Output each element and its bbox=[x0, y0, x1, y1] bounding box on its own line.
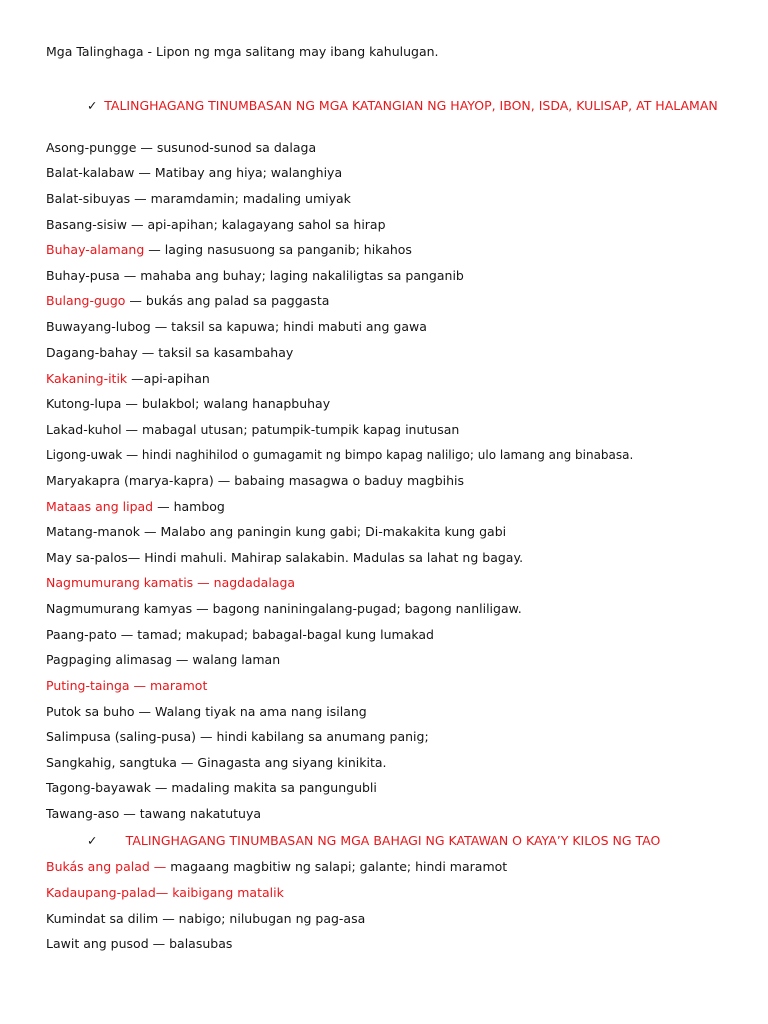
entry-meaning: Matibay ang hiya; walanghiya bbox=[154, 165, 343, 180]
list-item bbox=[46, 523, 506, 541]
entry-meaning: maramdamin; madaling umiyak bbox=[150, 191, 351, 206]
list-item bbox=[46, 703, 367, 721]
list-item bbox=[46, 600, 522, 618]
entry-separator: — bbox=[137, 345, 159, 360]
entry-term: Balat-sibuyas bbox=[46, 191, 131, 206]
entry-separator: — bbox=[119, 806, 140, 821]
entry-term: Nagmumurang kamatis bbox=[46, 575, 194, 590]
checkmark-icon: ✓ bbox=[87, 833, 98, 848]
list-item bbox=[46, 370, 210, 388]
entry-separator: — bbox=[148, 936, 170, 951]
entry-separator: — bbox=[134, 165, 155, 180]
entry-separator: — bbox=[127, 371, 144, 386]
entry-meaning: susunod-sunod sa dalaga bbox=[156, 140, 317, 155]
list-item bbox=[46, 651, 280, 669]
entry-separator: — bbox=[149, 859, 171, 874]
entry-separator: — bbox=[144, 242, 165, 257]
entry-meaning: nagdadalaga bbox=[213, 575, 296, 590]
entry-separator: — bbox=[119, 268, 141, 283]
entry-separator: — bbox=[171, 652, 193, 667]
entry-term-highlighted: Mataas ang lipad bbox=[46, 499, 154, 514]
entry-term: Balat-kalabaw bbox=[46, 165, 135, 180]
entry-separator: — bbox=[134, 704, 156, 719]
entry-meaning: kaibigang matalik bbox=[172, 885, 284, 900]
entry-term: Lawit ang pusod bbox=[46, 936, 149, 951]
entry-term-highlighted: Buhay-alamang bbox=[46, 242, 145, 257]
entry-term: Putok sa buho bbox=[46, 704, 135, 719]
list-item-highlighted bbox=[46, 677, 207, 695]
entry-meaning: Ginagasta ang siyang kinikita. bbox=[197, 755, 387, 770]
entry-term: Tawang-aso bbox=[46, 806, 120, 821]
entry-meaning: walang laman bbox=[192, 652, 281, 667]
entry-meaning: nabigo; nilubugan ng pag-asa bbox=[178, 911, 366, 926]
list-item bbox=[46, 395, 330, 413]
section-heading-body bbox=[88, 833, 698, 848]
entry-separator: — bbox=[192, 601, 213, 616]
list-item bbox=[46, 472, 464, 490]
entry-term: Nagmumurang kamyas bbox=[46, 601, 193, 616]
list-item bbox=[46, 318, 427, 336]
entry-meaning: Malabo ang paningin kung gabi; Di-makakita kung gabi bbox=[160, 524, 507, 539]
entry-meaning: api-apihan; kalagayang sahol sa hirap bbox=[147, 217, 386, 232]
list-item bbox=[46, 190, 351, 208]
list-item bbox=[46, 267, 464, 285]
entry-term: Lakad-kuhol bbox=[46, 422, 122, 437]
entry-separator: — bbox=[140, 524, 161, 539]
entry-separator: — bbox=[127, 550, 145, 565]
entry-meaning: taksil sa kasambahay bbox=[158, 345, 294, 360]
entry-term-highlighted: Kakaning-itik bbox=[46, 371, 128, 386]
entry-separator: — bbox=[153, 499, 174, 514]
list-item bbox=[46, 779, 377, 797]
entry-separator: — bbox=[176, 755, 198, 770]
section-title: TALINGHAGANG TINUMBASAN NG MGA BAHAGI NG KATAWAN O KAYA’Y KILOS NG TAO bbox=[125, 833, 661, 848]
list-item bbox=[46, 935, 232, 953]
entry-term: Pagpaging alimasag bbox=[46, 652, 172, 667]
entry-separator: — bbox=[125, 293, 146, 308]
entry-separator: — bbox=[129, 678, 150, 693]
entry-term-highlighted: Bukás ang palad bbox=[46, 859, 150, 874]
entry-term: Buhay-pusa bbox=[46, 268, 120, 283]
entry-separator: — bbox=[155, 885, 173, 900]
entry-meaning: mahaba ang buhay; laging nakaliligtas sa panganib bbox=[140, 268, 464, 283]
entry-term: Basang-sisiw bbox=[46, 217, 127, 232]
list-item bbox=[46, 858, 507, 876]
entry-term: Asong-pungge bbox=[46, 140, 137, 155]
entry-term-highlighted: Bulang-gugo bbox=[46, 293, 126, 308]
entry-separator: — bbox=[130, 191, 151, 206]
entry-meaning: bagong naniningalang-pugad; bagong nanliligaw. bbox=[212, 601, 522, 616]
entry-term: Tagong-bayawak bbox=[46, 780, 151, 795]
list-item bbox=[46, 344, 293, 362]
entry-term: Salimpusa (saling-pusa) bbox=[46, 729, 196, 744]
entry-separator: — bbox=[121, 422, 143, 437]
list-item bbox=[46, 164, 342, 182]
list-item bbox=[46, 754, 387, 772]
list-item bbox=[46, 728, 429, 746]
entry-separator: — bbox=[150, 319, 172, 334]
entry-term: Buwayang-lubog bbox=[46, 319, 151, 334]
entry-meaning: hindi naghihilod o gumagamit ng bimpo kapag naliligo; ulo lamang ang binabasa. bbox=[141, 448, 634, 462]
list-item bbox=[46, 498, 225, 516]
entry-separator: — bbox=[121, 396, 142, 411]
intro-line: Mga Talinghaga - Lipon ng mga salitang may ibang kahulugan. bbox=[46, 44, 439, 59]
entry-meaning: hindi kabilang sa anumang panig; bbox=[216, 729, 429, 744]
entry-separator: — bbox=[196, 729, 217, 744]
entry-separator: — bbox=[122, 448, 142, 462]
entry-term: Ligong-uwak bbox=[46, 448, 123, 462]
section-heading-animals bbox=[87, 98, 718, 113]
entry-meaning: Walang tiyak na ama nang isilang bbox=[155, 704, 367, 719]
list-item bbox=[46, 292, 329, 310]
entry-meaning: Hindi mahuli. Mahirap salakabin. Madulas sa lahat ng bagay. bbox=[144, 550, 524, 565]
list-item bbox=[46, 805, 261, 823]
list-item bbox=[46, 139, 316, 157]
entry-meaning: tamad; makupad; babagal-bagal kung lumakad bbox=[137, 627, 434, 642]
entry-meaning: hambog bbox=[173, 499, 225, 514]
entry-meaning: babaing masagwa o baduy magbihis bbox=[234, 473, 465, 488]
entry-term: Paang-pato bbox=[46, 627, 117, 642]
entry-term: Dagang-bahay bbox=[46, 345, 138, 360]
entry-meaning: api-apihan bbox=[143, 371, 210, 386]
entry-separator: — bbox=[136, 140, 157, 155]
section-title: TALINGHAGANG TINUMBASAN NG MGA KATANGIAN NG HAYOP, IBON, ISDA, KULISAP, AT HALAMAN bbox=[104, 98, 718, 113]
entry-separator: — bbox=[150, 780, 172, 795]
entry-meaning: bukás ang palad sa paggasta bbox=[145, 293, 330, 308]
entry-meaning: bulakbol; walang hanapbuhay bbox=[141, 396, 331, 411]
entry-term: Kumindat sa dilim bbox=[46, 911, 159, 926]
entry-meaning: laging nasusuong sa panganib; hikahos bbox=[164, 242, 412, 257]
list-item bbox=[46, 549, 523, 567]
list-item-highlighted bbox=[46, 884, 284, 902]
list-item-highlighted bbox=[46, 574, 295, 592]
entry-meaning: balasubas bbox=[169, 936, 233, 951]
entry-meaning: tawang nakatutuya bbox=[139, 806, 262, 821]
entry-term: Maryakapra (marya-kapra) bbox=[46, 473, 214, 488]
entry-separator: — bbox=[213, 473, 235, 488]
entry-separator: — bbox=[158, 911, 179, 926]
list-item bbox=[46, 910, 365, 928]
entry-meaning: mabagal utusan; patumpik-tumpik kapag inutusan bbox=[142, 422, 460, 437]
entry-term: Sangkahig, sangtuka bbox=[46, 755, 177, 770]
entry-separator: — bbox=[116, 627, 138, 642]
list-item bbox=[46, 241, 412, 259]
entry-term: Puting-tainga bbox=[46, 678, 130, 693]
list-item bbox=[46, 421, 459, 439]
entry-meaning: taksil sa kapuwa; hindi mabuti ang gawa bbox=[171, 319, 427, 334]
entry-term: Matang-manok bbox=[46, 524, 141, 539]
list-item bbox=[46, 626, 434, 644]
checkmark-icon: ✓ bbox=[87, 98, 98, 113]
entry-term: Kutong-lupa bbox=[46, 396, 122, 411]
list-item bbox=[46, 446, 633, 464]
entry-term: May sa-palos bbox=[46, 550, 128, 565]
entry-separator: — bbox=[193, 575, 214, 590]
entry-term: Kadaupang-palad bbox=[46, 885, 156, 900]
entry-meaning: magaang magbitiw ng salapi; galante; hindi maramot bbox=[170, 859, 508, 874]
entry-separator: — bbox=[126, 217, 148, 232]
list-item bbox=[46, 216, 386, 234]
entry-meaning: maramot bbox=[150, 678, 208, 693]
entry-meaning: madaling makita sa pangungubli bbox=[171, 780, 377, 795]
